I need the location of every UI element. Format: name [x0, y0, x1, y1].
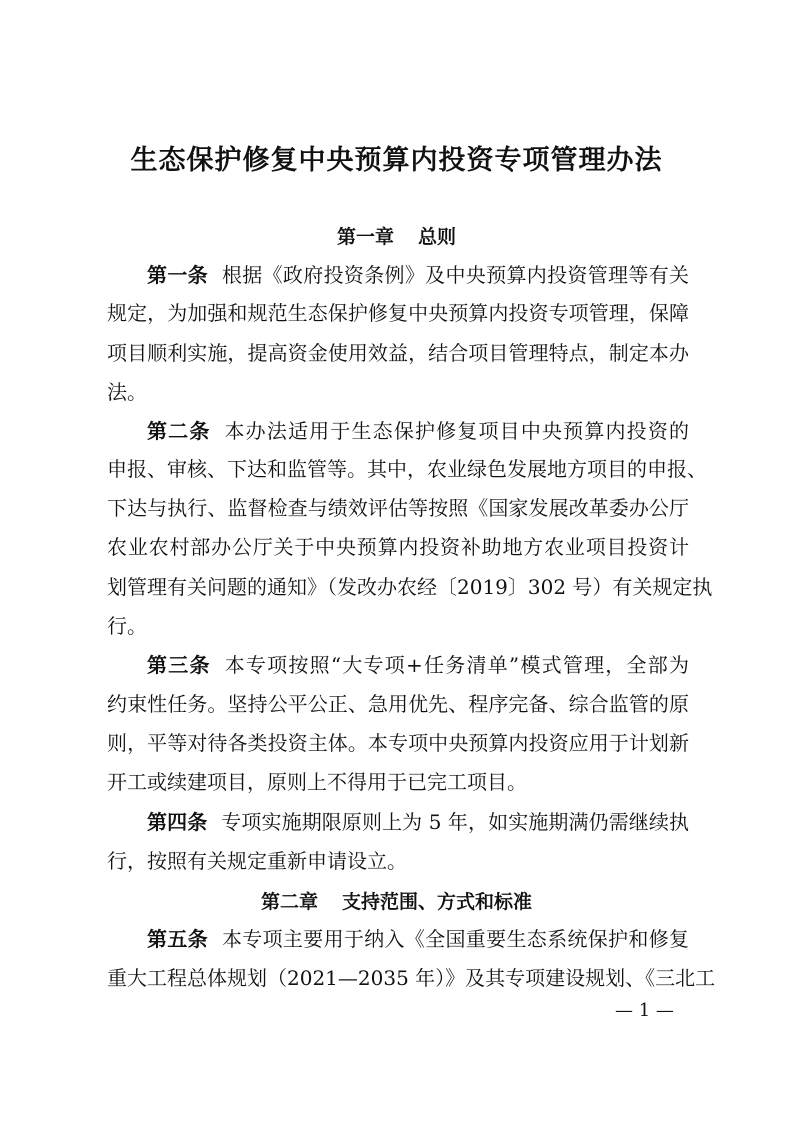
article-text: 本专项主要用于纳入《全国重要生态系统保护和修复 [221, 927, 690, 951]
article-label: 第五条 [147, 927, 208, 951]
article-5-line-2: 重大工程总体规划（2021—2035 年）》及其专项建设规划、《三北工 [107, 966, 716, 990]
chapter-heading-2 [0, 887, 793, 914]
article-2-line-5: 划管理有关问题的通知》（发改办农经〔2019〕302 号）有关规定执 [107, 575, 713, 599]
article-3-line-4: 开工或续建项目，原则上不得用于已完工项目。 [107, 770, 527, 794]
chapter-heading-1 [0, 222, 793, 249]
article-2-line-3: 下达与执行、监督检查与绩效评估等按照《国家发展改革委办公厅 [107, 496, 689, 520]
article-3-line-3: 则，平等对待各类投资主体。本专项中央预算内投资应用于计划新 [107, 731, 689, 755]
article-1-line-2: 规定，为加强和规范生态保护修复中央预算内投资专项管理，保障 [107, 301, 689, 325]
page-number: — 1 — [615, 1000, 674, 1021]
chapter-name: 总则 [418, 226, 457, 248]
article-text: 本办法适用于生态保护修复项目中央预算内投资的 [224, 419, 689, 443]
article-5-line-1 [147, 922, 689, 956]
article-1-line-4: 法。 [107, 380, 147, 404]
document-title: 生态保护修复中央预算内投资专项管理办法 [130, 145, 663, 176]
chapter-number: 第二章 [260, 891, 318, 913]
article-3-line-2: 约束性任务。坚持公平公正、急用优先、程序完备、综合监管的原 [107, 692, 689, 716]
article-label: 第二条 [147, 419, 211, 443]
article-2-line-2: 申报、审核、下达和监管等。其中，农业绿色发展地方项目的申报、 [107, 457, 707, 481]
article-3-line-1 [147, 648, 689, 682]
article-1-line-3: 项目顺利实施，提高资金使用效益，结合项目管理特点，制定本办 [107, 341, 689, 365]
article-2-line-6: 行。 [107, 614, 147, 638]
chapter-number: 第一章 [336, 226, 394, 248]
article-2-line-4: 农业农村部办公厅关于中央预算内投资补助地方农业项目投资计 [107, 535, 689, 559]
article-label: 第一条 [147, 263, 208, 287]
article-2-line-1 [147, 414, 689, 448]
article-text: 专项实施期限原则上为 5 年，如实施期满仍需继续执 [221, 810, 689, 834]
article-text: 根据《政府投资条例》及中央预算内投资管理等有关 [221, 263, 690, 287]
article-4-line-2: 行，按照有关规定重新申请设立。 [107, 849, 407, 873]
chapter-name: 支持范围、方式和标准 [342, 891, 533, 913]
article-1-line-1 [147, 258, 689, 292]
article-text: 本专项按照“大专项+任务清单”模式管理，全部为 [224, 653, 689, 677]
article-4-line-1 [147, 805, 689, 839]
article-label: 第四条 [147, 810, 208, 834]
article-label: 第三条 [147, 653, 211, 677]
